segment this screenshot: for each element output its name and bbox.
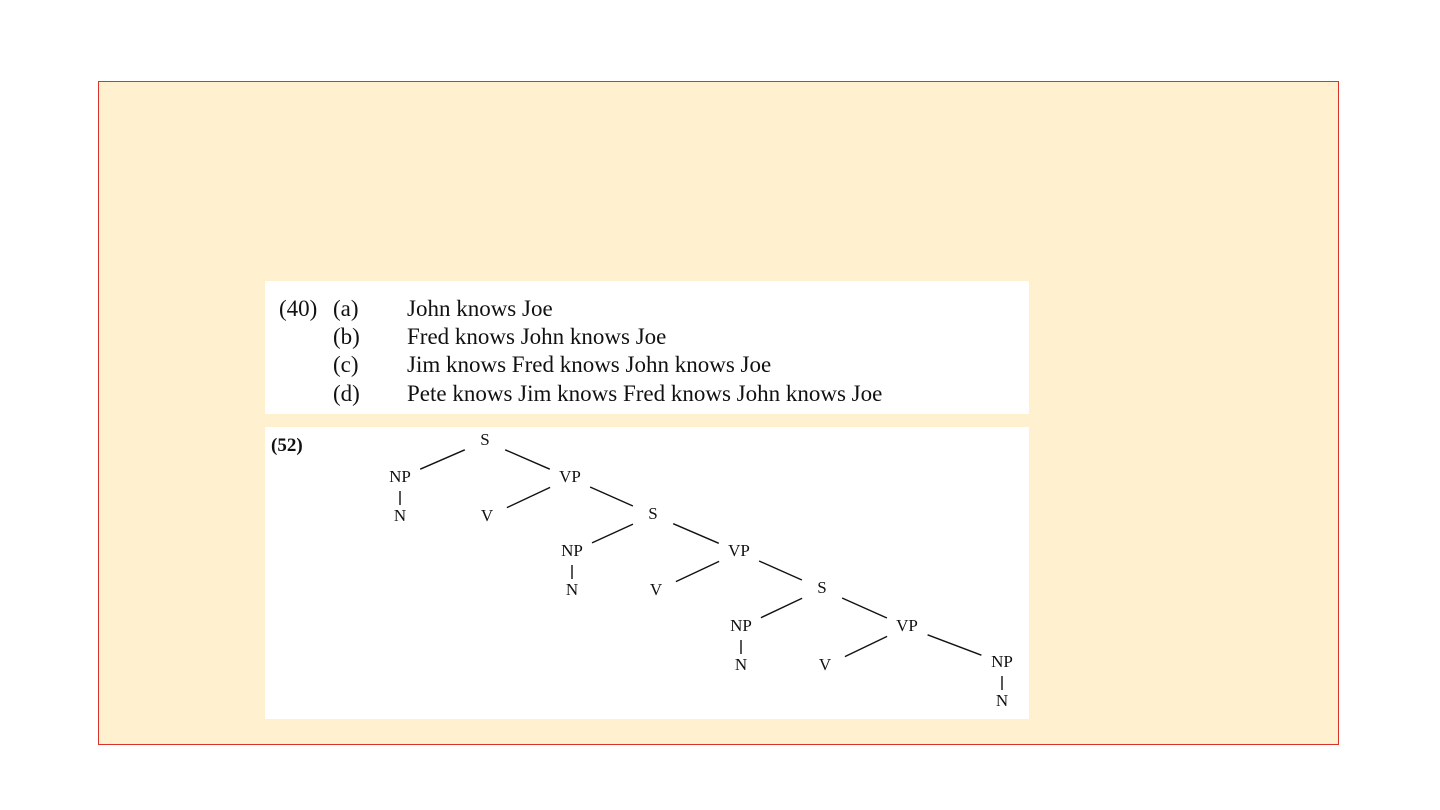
tree-edge-vp1-s2 — [590, 487, 633, 506]
tree-node-np4: NP — [991, 652, 1013, 671]
tree-node-np3: NP — [730, 616, 752, 635]
example-item-text: Pete knows Jim knows Fred knows John knows Joe — [407, 381, 883, 406]
syntax-tree-diagram — [265, 427, 1029, 719]
tree-node-s2: S — [648, 504, 658, 523]
tree-edge-s1-vp1 — [505, 450, 550, 469]
tree-edge-vp3-np4 — [928, 635, 982, 655]
tree-edge-vp1-v1 — [507, 487, 550, 507]
example-40-panel — [265, 281, 1029, 414]
example-item-label: (d) — [333, 381, 360, 406]
example-number: (40) — [279, 296, 318, 321]
example-item-label: (a) — [333, 296, 359, 321]
example-item-text: John knows Joe — [407, 296, 553, 321]
tree-node-v1: V — [480, 506, 494, 525]
tree-node-np2: NP — [561, 541, 583, 560]
tree-edge-vp3-v3 — [845, 636, 887, 656]
tree-node-n4: N — [995, 691, 1009, 710]
tree-node-vp3: VP — [896, 616, 918, 635]
tree-edge-s3-np3 — [761, 598, 802, 617]
tree-node-vp1: VP — [559, 467, 581, 486]
tree-node-vp2: VP — [728, 541, 750, 560]
tree-node-v3: V — [818, 655, 832, 674]
tree-node-s1: S — [480, 430, 490, 449]
tree-edge-s2-np2 — [592, 524, 633, 543]
tree-node-n1: N — [393, 506, 407, 525]
tree-52-panel — [265, 427, 1029, 719]
example-item-text: Fred knows John knows Joe — [407, 324, 667, 349]
example-item-text: Jim knows Fred knows John knows Joe — [407, 352, 772, 377]
tree-node-n3: N — [734, 655, 748, 674]
example-item-label: (b) — [333, 324, 360, 349]
tree-node-n2: N — [565, 580, 579, 599]
tree-edge-s2-vp2 — [673, 524, 719, 544]
tree-node-s3: S — [817, 578, 827, 597]
example-item-label: (c) — [333, 352, 359, 377]
tree-edge-s3-vp3 — [842, 598, 887, 618]
tree-edge-s1-np1 — [420, 450, 465, 469]
tree-node-v2: V — [649, 580, 663, 599]
tree-node-np1: NP — [389, 467, 411, 486]
tree-number: (52) — [271, 435, 303, 456]
tree-edge-vp2-v2 — [676, 561, 719, 581]
tree-edge-vp2-s3 — [759, 561, 802, 580]
